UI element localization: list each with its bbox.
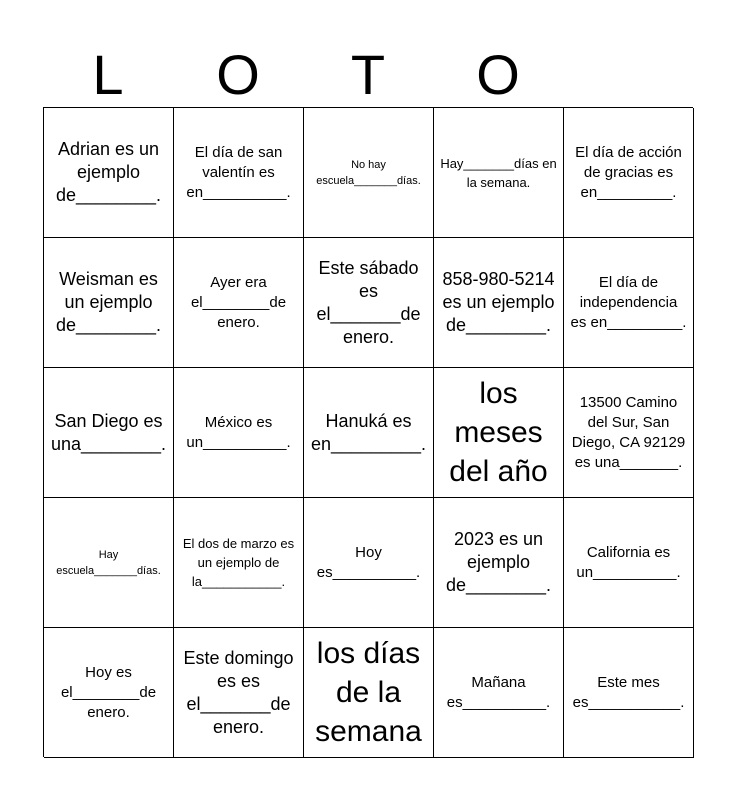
cell-text: 13500 Camino del Sur, San Diego, CA 92129 es una_______.: [571, 393, 686, 471]
bingo-cell[interactable]: [564, 498, 694, 628]
bingo-cell[interactable]: [44, 108, 174, 238]
cell-text: Adrian es un ejemplo de________.: [55, 139, 162, 205]
cell-text: Hay escuela_______días.: [56, 548, 161, 577]
cell-text: los meses del año: [449, 377, 548, 488]
bingo-cell[interactable]: [564, 238, 694, 368]
title-letter-t: T: [350, 43, 386, 106]
cell-text: 2023 es un ejemplo de________.: [445, 529, 552, 595]
bingo-cell[interactable]: [434, 108, 564, 238]
cell-text: San Diego es una________.: [50, 410, 167, 454]
cell-text: Este mes es___________.: [572, 673, 685, 711]
cell-text: No hay escuela_______días.: [316, 158, 421, 187]
bingo-cell[interactable]: [44, 368, 174, 498]
bingo-cell[interactable]: [304, 108, 434, 238]
bingo-cell[interactable]: [434, 238, 564, 368]
cell-text: El día de acción de gracias es en_________.: [575, 143, 682, 201]
bingo-cell[interactable]: [304, 628, 434, 758]
cell-text: El día de independencia es en_________.: [570, 273, 687, 331]
bingo-cell[interactable]: [304, 238, 434, 368]
cell-text: El día de san valentín es en__________.: [186, 143, 291, 201]
bingo-cell[interactable]: [174, 498, 304, 628]
bingo-cell[interactable]: [174, 368, 304, 498]
cell-text: Hoy es__________.: [316, 543, 421, 581]
title-letter-o: O: [476, 43, 520, 106]
bingo-cell[interactable]: [304, 498, 434, 628]
bingo-cell[interactable]: [44, 628, 174, 758]
cell-text: México es un__________.: [186, 413, 291, 451]
bingo-cell[interactable]: [564, 628, 694, 758]
bingo-cell[interactable]: [564, 108, 694, 238]
bingo-cell[interactable]: [174, 238, 304, 368]
cell-text: Hay_______días en la semana.: [440, 155, 557, 190]
bingo-cell[interactable]: [44, 238, 174, 368]
loto-title: [43, 44, 693, 106]
cell-text: Hanuká es en_________.: [310, 410, 427, 454]
cell-text: los días de la semana: [315, 637, 422, 748]
cell-text: California es un__________.: [576, 543, 681, 581]
cell-text: El dos de marzo es un ejemplo de la___________.: [182, 536, 295, 589]
bingo-cell[interactable]: [174, 108, 304, 238]
cell-text: Este domingo es es el_______de enero.: [183, 647, 294, 737]
cell-text: Hoy es el________de enero.: [60, 663, 157, 721]
bingo-cell[interactable]: [434, 628, 564, 758]
cell-text: Ayer era el________de enero.: [190, 273, 287, 331]
title-letter-o: O: [216, 43, 260, 106]
cell-text: Weisman es un ejemplo de________.: [55, 269, 162, 335]
bingo-cell[interactable]: [304, 368, 434, 498]
bingo-card-grid: [43, 107, 693, 757]
cell-text: Este sábado es el_______de enero.: [316, 257, 421, 347]
bingo-cell[interactable]: [434, 498, 564, 628]
cell-text: 858-980-5214 es un ejemplo de________.: [442, 269, 555, 335]
title-letter-l: L: [92, 43, 124, 106]
bingo-cell[interactable]: [174, 628, 304, 758]
bingo-cell[interactable]: [44, 498, 174, 628]
cell-text: Mañana es__________.: [446, 673, 551, 711]
bingo-cell[interactable]: [434, 368, 564, 498]
bingo-cell[interactable]: [564, 368, 694, 498]
